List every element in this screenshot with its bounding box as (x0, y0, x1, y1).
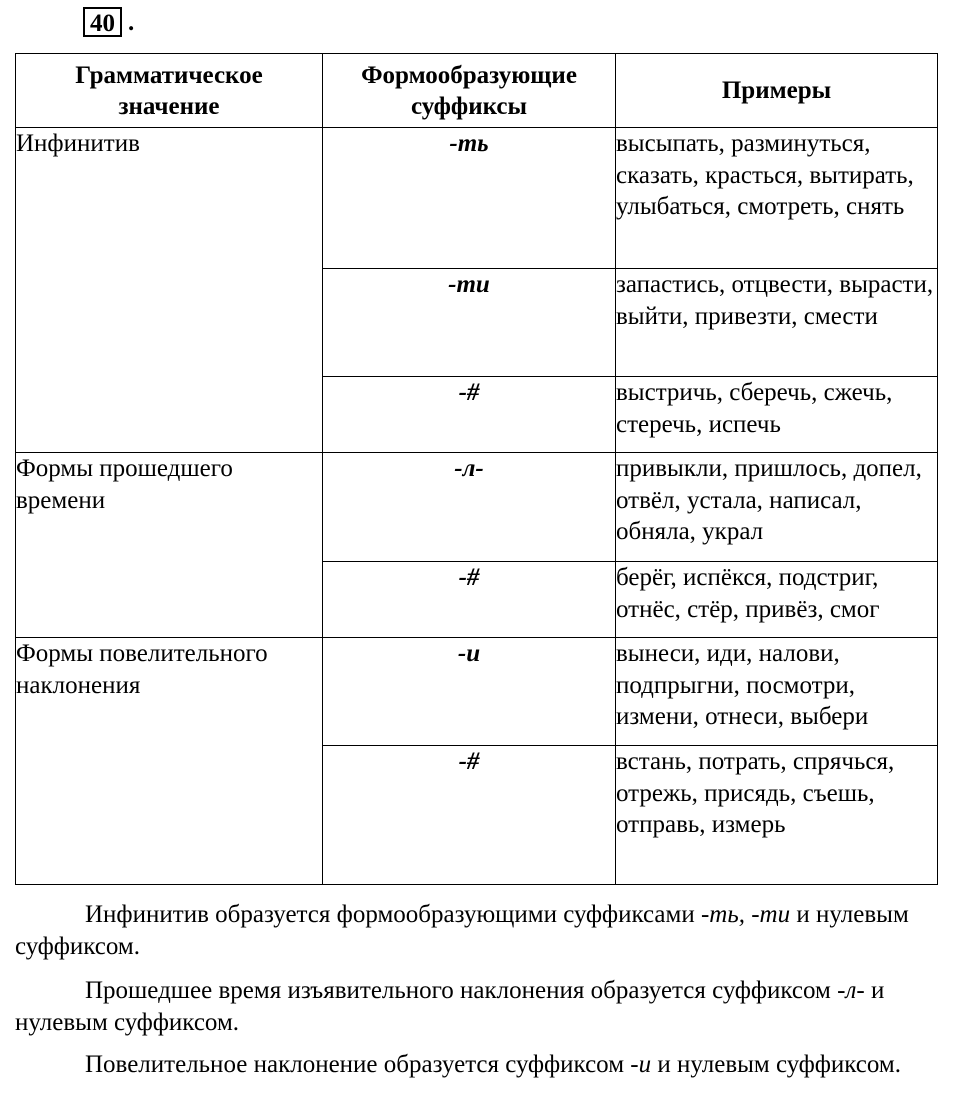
suffix-ref: -ти (751, 901, 791, 928)
suffix-cell: -ть (323, 128, 616, 269)
task-number: 40 (83, 7, 122, 37)
examples-cell: запастись, отцвести, вырасти, выйти, привезти, смести (616, 269, 938, 377)
paragraph-text: и нулевым суффиксом. (15, 977, 885, 1036)
table-row (16, 128, 938, 269)
examples-cell: выстричь, сберечь, сжечь, стеречь, испечь (616, 377, 938, 453)
paragraph-infinitive (15, 899, 937, 963)
suffix-cell: -# (323, 746, 616, 885)
examples-cell: привыкли, пришлось, допел, отвёл, устала, написал, обняла, украл (616, 453, 938, 562)
examples-cell: высыпать, разминуться, сказать, красться, вытирать, улыбаться, смотреть, снять (616, 128, 938, 269)
suffix-ref: -и (630, 1051, 652, 1078)
paragraph-text: Прошедшее время изъявительного наклонения образуется суффиксом (85, 977, 838, 1004)
meaning-cell: Формы повелительного наклонения (16, 638, 323, 885)
suffix-cell: -л- (323, 453, 616, 562)
paragraph-text: и нулевым суффиксом. (651, 1051, 901, 1078)
suffix-cell: -# (323, 562, 616, 638)
suffix-cell: -# (323, 377, 616, 453)
suffix-cell: -и (323, 638, 616, 746)
examples-cell: встань, потрать, спрячься, отрежь, присядь, съешь, отправь, измерь (616, 746, 938, 885)
header-meaning: Грамматическое значение (16, 54, 323, 128)
paragraph-text: Повелительное наклонение образуется суффиксом (85, 1051, 631, 1078)
table-row (16, 638, 938, 746)
header-row (16, 54, 938, 128)
paragraph-past-tense (15, 975, 937, 1039)
table-row (16, 453, 938, 562)
paragraph-imperative (15, 1049, 937, 1081)
header-suffixes: Формообразующие суффиксы (323, 54, 616, 128)
meaning-cell: Формы прошедшего времени (16, 453, 323, 638)
suffix-cell: -ти (323, 269, 616, 377)
meaning-cell: Инфинитив (16, 128, 323, 453)
paragraph-text: Инфинитив образуется формообразующими суффиксами (85, 901, 701, 928)
suffix-ref: -ть, (700, 901, 745, 928)
examples-cell: вынеси, иди, налови, подпрыгни, посмотри, измени, отнеси, выбери (616, 638, 938, 746)
examples-cell: берёг, испёкся, подстриг, отнёс, стёр, привёз, смог (616, 562, 938, 638)
suffix-ref: -л- (837, 977, 865, 1004)
task-number-dot: . (128, 9, 135, 36)
grammar-table (15, 53, 938, 885)
header-examples: Примеры (616, 54, 938, 128)
paragraph-text: и нулевым суффиксом. (15, 901, 909, 960)
